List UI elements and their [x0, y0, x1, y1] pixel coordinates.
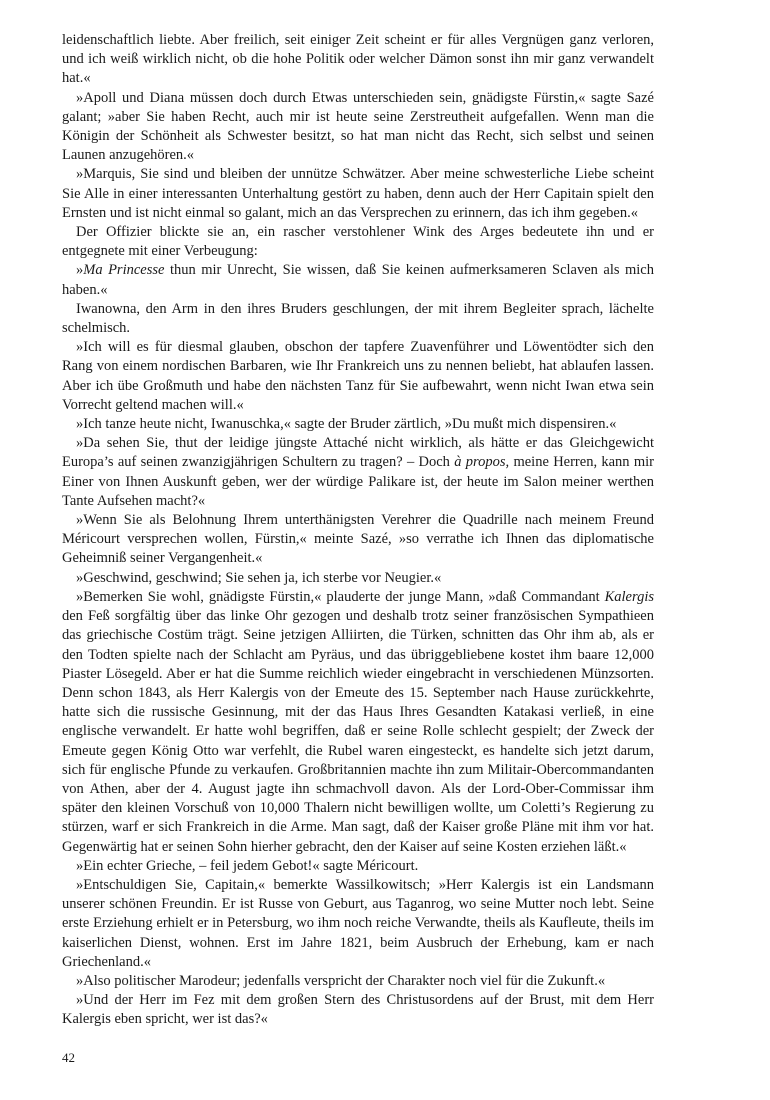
text-run: »Entschuldigen Sie, Capitain,« bemerkte Wassilkowitsch; »Herr Kalergis ist ein Landsmann unserer schönen Freundin. Er ist Russe von Geburt, aus Taganrog, wo seine Mutter noch lebt. Seine erste Erziehung erhielt er in Petersburg, wo ihm noch reiche Verwandte, theils als Kaufleute, theils im kaiserlichen Dienst, wohnen. Erst im Jahre 1821, beim Ausbruch der Erhebung, kam er nach Griechenland.« — [62, 876, 654, 970]
text-run: Der Offizier blickte sie an, ein rascher verstohlener Wink des Arges bedeutete ihn und er entgegnete mit einer Verbeugung: — [62, 224, 654, 260]
text-run: »Ich will es für diesmal glauben, obschon der tapfere Zuavenführer und Löwentödter sich den Rang von einem nordischen Barbaren, wie Ihr Frankreich uns zu nennen beliebt, hat ablaufen lassen. Aber ich übe Großmuth und habe den nächsten Tanz für Sie aufbewahrt, wenn nicht Iwan etwa sein Vorrecht geltend machen will.« — [62, 339, 654, 413]
text-run: meine Herren, kann mir Einer von Ihnen Auskunft geben, wer der würdige Palikare ist, der heute im Salon meiner werthen Tante Aufsehen macht?« — [62, 454, 654, 509]
text-run: »Da sehen Sie, thut der leidige jüngste Attaché nicht wirklich, als hätte er das Gleichgewicht Europa’s auf seinen zwanzigjährigen Schultern zu tragen? – Doch — [62, 435, 654, 471]
paragraph — [62, 876, 654, 972]
page-number: 42 — [62, 1050, 75, 1065]
text-run: leidenschaftlich liebte. Aber freilich, seit einiger Zeit scheint er für alles Vergnügen ganz verloren, und ich weiß wirklich nicht, ob die hohe Politik oder welcher Dämon sonst ihn mir ganz verwandelt hat.« — [62, 32, 654, 87]
paragraph — [62, 165, 654, 223]
paragraph — [62, 338, 654, 415]
text-run: »Also politischer Marodeur; jedenfalls verspricht der Charakter noch viel für die Zukunft.« — [76, 972, 606, 989]
paragraph — [62, 857, 654, 876]
text-run: »Ich tanze heute nicht, Iwanuschka,« sagte der Bruder zärtlich, »Du mußt mich dispensiren.« — [76, 416, 617, 433]
paragraph — [62, 31, 654, 89]
paragraph — [62, 588, 654, 857]
paragraph — [62, 415, 654, 434]
text-run: Iwanowna, den Arm in den ihres Bruders geschlungen, der mit ihrem Begleiter sprach, lächelte schelmisch. — [62, 300, 654, 337]
text-run: »Marquis, Sie sind und bleiben der unnütze Schwätzer. Aber meine schwesterliche Liebe scheint Sie Alle in einer interessanten Unterhaltung gestört zu haben, denn auch der Herr Capitain spielt den Ernsten und ist nicht einmal so galant, mich an das Versprechen zu erinnern, das ich ihm gegeben.« — [62, 166, 654, 221]
paragraph — [62, 511, 654, 569]
text-run: »Bemerken Sie wohl, gnädigste Fürstin,« plauderte der junge Mann, »daß Commandant — [76, 588, 605, 605]
text-run: »Geschwind, geschwind; Sie sehen ja, ich sterbe vor Neugier.« — [76, 569, 442, 586]
italic-text: Ma Princesse — [83, 262, 165, 279]
text-run: »Ein echter Grieche, – feil jedem Gebot!« sagte Méricourt. — [76, 857, 419, 874]
italic-text: à propos, — [454, 454, 510, 471]
paragraph — [62, 261, 654, 299]
paragraph — [62, 569, 654, 588]
paragraph — [62, 972, 654, 991]
text-run: » — [76, 262, 84, 279]
paragraph — [62, 434, 654, 511]
text-run: »Apoll und Diana müssen doch durch Etwas unterschieden sein, gnädigste Fürstin,« sagte Sazé galant; »aber Sie haben Recht, auch mir ist heute seine Zerstreutheit aufgefallen. Wenn man die Königin der Schönheit als Schwester besitzt, so hat man nicht das Recht, sich selbst und seinen Launen anzugehören.« — [62, 89, 654, 164]
text-run: »Und der Herr im Fez mit dem großen Stern des Christusordens auf der Brust, mit dem Herr Kalergis eben spricht, wer ist das?« — [62, 992, 654, 1028]
paragraph — [62, 991, 654, 1029]
text-run: thun mir Unrecht, Sie wissen, daß Sie keinen aufmerksameren Sclaven als mich haben.« — [62, 262, 654, 298]
paragraph — [62, 300, 654, 338]
text-run: »Wenn Sie als Belohnung Ihrem unterthänigsten Verehrer die Quadrille nach meinem Freund Méricourt versprechen wollen, Fürstin,« meinte Sazé, »so verrathe ich Ihnen das diplomatische Geheimniß seiner Vergangenheit.« — [62, 512, 654, 567]
page-body — [62, 31, 654, 1030]
paragraph — [62, 223, 654, 261]
paragraph — [62, 89, 654, 166]
text-run: den Feß sorgfältig über das linke Ohr gezogen und deshalb trotz seiner französischen Sympathieen das griechische Costüm trägt. Seine jetzigen Alliirten, die Türken, schnitten das Ohr ihm ab, als er den Todten spielte nach der Schlacht am Pyräus, und das übriggebliebene kostet ihm baare 12,000 Piaster Lösegeld. Aber er hat die Summe reichlich wieder eingebracht in verschiedenen Münzsorten. Denn schon 1843, als Herr Kalergis von der Emeute des 15. September nach Hause zurückkehrte, hatte sich die russische Gesinnung, mit der das Haus Ihres Gesandten Katakasi verließ, in eine englische verwandelt. Er hatte wohl begriffen, daß er seine Rolle schlecht gespielt; der Zweck der Emeute gegen König Otto war verfehlt, die Rubel waren eingesteckt, es handelte sich jetzt darum, sich für englische Pfunde zu verkaufen. Großbritannien machte ihn zum Militair-Obercommandanten von Athen, aber der 4. August jagte ihn schmachvoll davon. Als der Lord-Ober-Commissar ihm später den kleinen Vorschuß von 10,000 Thalern nicht bewilligen wollte, um Coletti’s Regierung zu stürzen, warf er sich Frankreich in die Arme. Man sagt, daß der Kaiser große Pläne mit ihm vor hat. Gegenwärtig hat er seinen Sohn hierher gebracht, den der Kaiser auf seine Kosten erziehen läßt.« — [62, 608, 654, 855]
italic-text: Kalergis — [604, 588, 654, 605]
